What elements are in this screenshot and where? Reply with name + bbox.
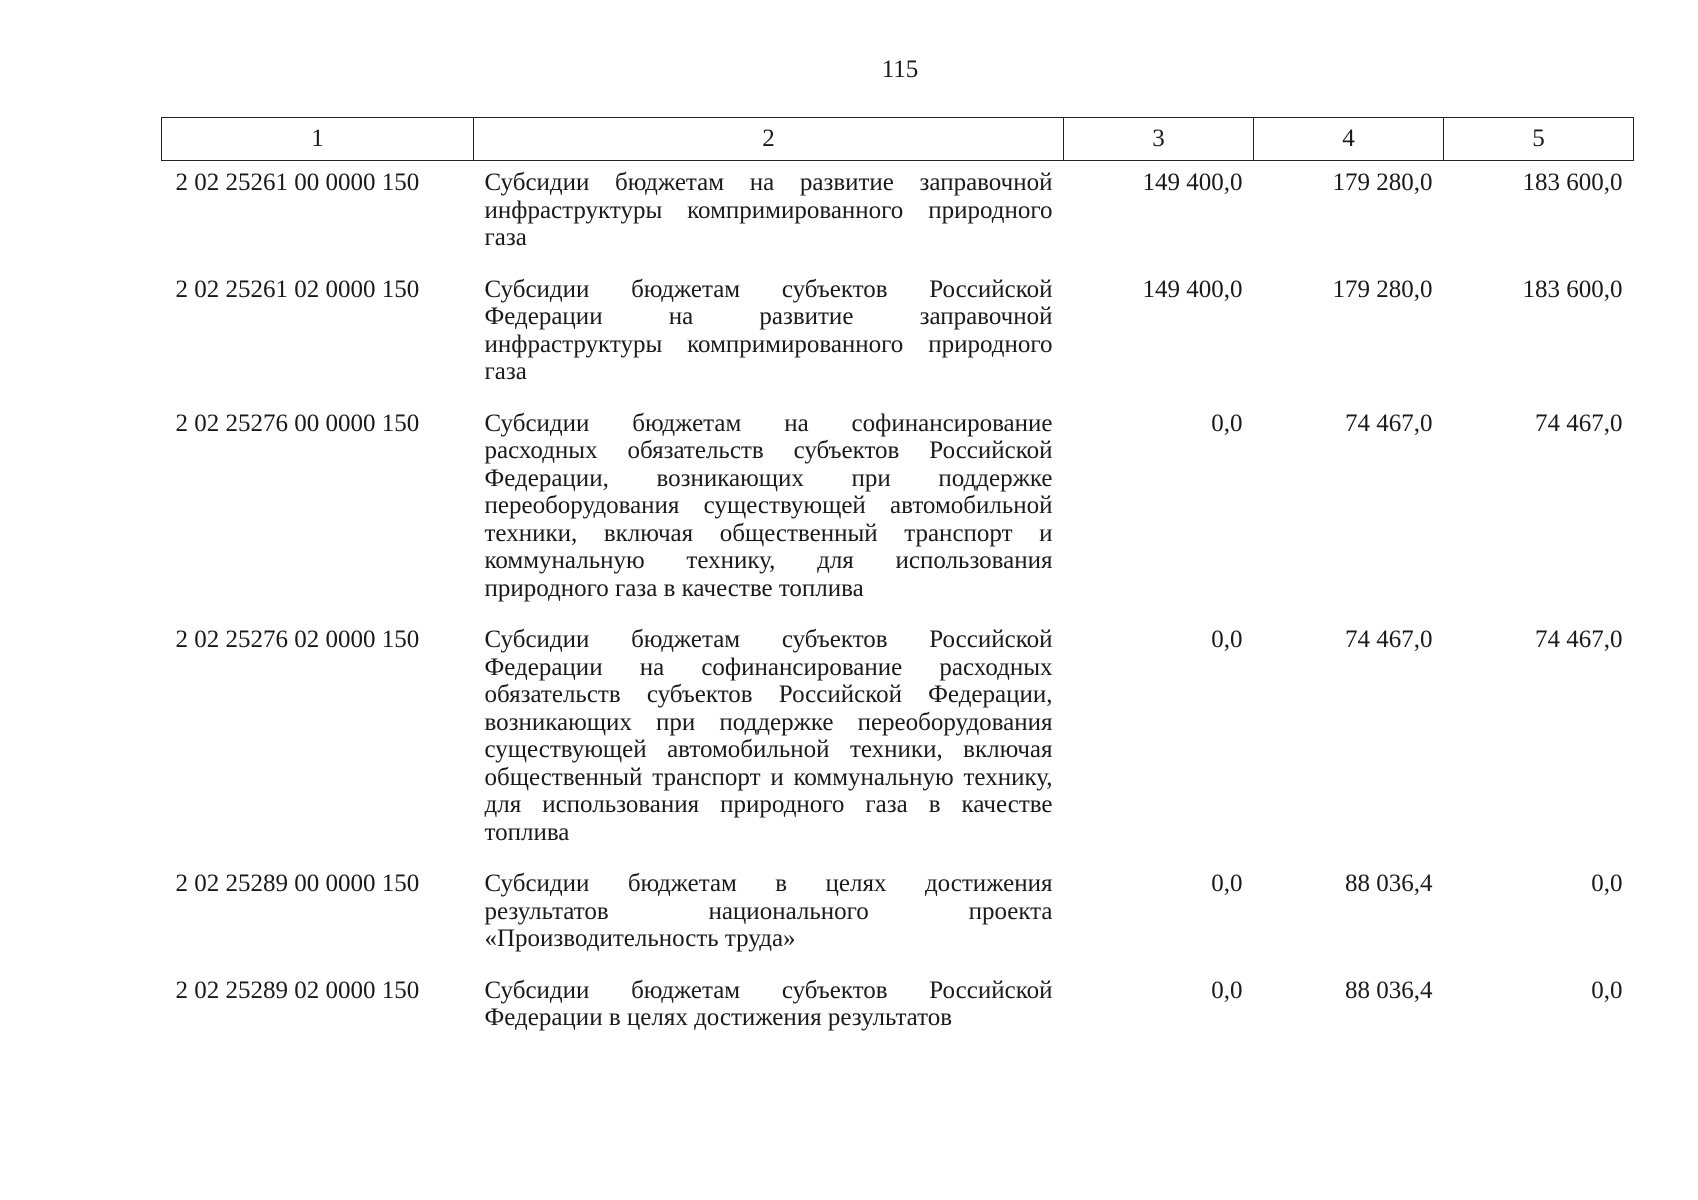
value-col3: 0,0 [1211,409,1243,437]
budget-code: 2 02 25261 00 0000 150 [175,169,420,196]
value-col4: 179 280,0 [1332,169,1433,196]
row-description: Субсидии бюджетам на развитие заправочной инфраструктуры компримированного природного газа [484,169,1053,251]
budget-table [161,117,1634,1044]
table-row [162,398,1634,615]
table-row [162,614,1634,858]
row-description: Субсидии бюджетам субъектов Российской Федерации в целях достижения результатов [484,976,1053,1031]
column-header-4: 4 [1254,118,1444,161]
value-col5: 74 467,0 [1535,626,1623,653]
table-row [162,264,1634,398]
budget-code: 2 02 25276 02 0000 150 [175,626,420,653]
value-col5: 74 467,0 [1535,409,1623,437]
value-col5: 183 600,0 [1522,169,1623,196]
value-col4: 74 467,0 [1345,409,1433,437]
value-col3: 0,0 [1211,870,1243,897]
budget-code: 2 02 25261 02 0000 150 [175,275,420,303]
value-col5: 0,0 [1591,976,1623,1004]
value-col4: 74 467,0 [1345,626,1433,653]
page-number: 115 [881,56,919,83]
table-header-row [162,118,1634,161]
column-header-1: 1 [162,118,474,161]
row-description: Субсидии бюджетам субъектов Российской Федерации на софинансирование расходных обязательств субъектов Российской Федерации, возникающих при поддержке переоборудования существующей автомобильной техники, включая общественный транспорт и коммунальную технику, для использования природного газа в качестве топлива [484,626,1053,846]
row-description: Субсидии бюджетам на софинансирование расходных обязательств субъектов Российской Федерации, возникающих при поддержке переоборудования существующей автомобильной техники, включая общественный транспорт и коммунальную технику, для использования природного газа в качестве топлива [484,409,1053,602]
budget-code: 2 02 25289 00 0000 150 [175,870,420,897]
column-header-5: 5 [1444,118,1634,161]
row-description: Субсидии бюджетам субъектов Российской Федерации на развитие заправочной инфраструктуры компримированного природного газа [484,275,1053,385]
value-col3: 149 400,0 [1142,169,1243,196]
value-col4: 88 036,4 [1345,976,1433,1004]
table-row [162,965,1634,1044]
value-col5: 0,0 [1591,870,1623,897]
budget-code: 2 02 25276 00 0000 150 [175,409,420,437]
value-col3: 149 400,0 [1142,275,1243,303]
value-col3: 0,0 [1211,976,1243,1004]
value-col3: 0,0 [1211,626,1243,653]
value-col4: 179 280,0 [1332,275,1433,303]
column-header-2: 2 [474,118,1064,161]
column-header-3: 3 [1064,118,1254,161]
table-row [162,858,1634,965]
value-col5: 183 600,0 [1522,275,1623,303]
table-row [162,161,1634,264]
row-description: Субсидии бюджетам в целях достижения результатов национального проекта «Производительность труда» [484,870,1053,952]
budget-code: 2 02 25289 02 0000 150 [175,976,420,1004]
value-col4: 88 036,4 [1345,870,1433,897]
